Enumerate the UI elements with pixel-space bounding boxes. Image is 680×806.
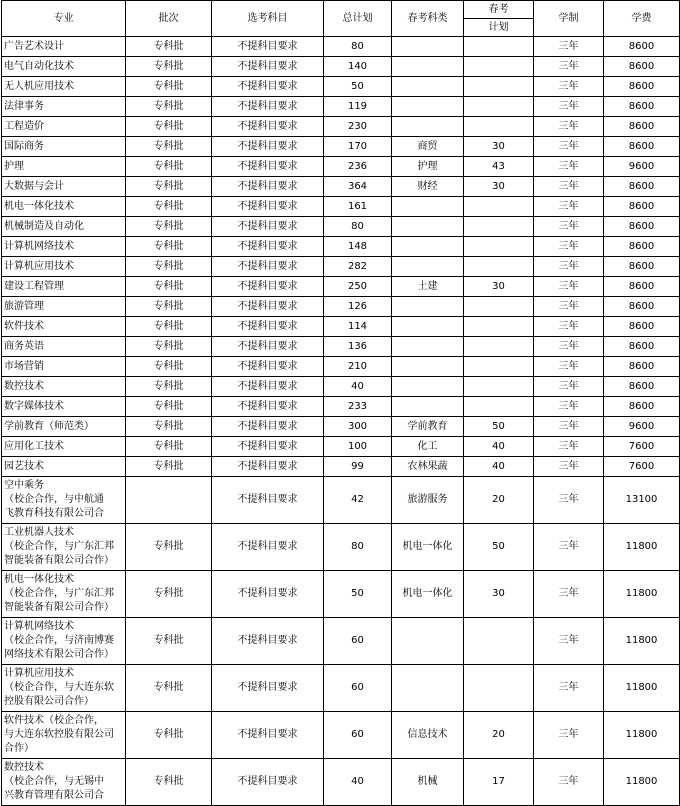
cell-total: 60 <box>324 665 392 712</box>
cell-major <box>2 477 126 524</box>
cell-tuition: 11800 <box>604 571 680 618</box>
cell-subjects: 不提科目要求 <box>212 217 324 237</box>
cell-tuition: 8600 <box>604 77 680 97</box>
cell-spring-subject: 商贸 <box>392 137 464 157</box>
cell-total: 40 <box>324 377 392 397</box>
cell-tuition: 8600 <box>604 257 680 277</box>
cell-spring-subject: 学前教育 <box>392 417 464 437</box>
cell-subjects: 不提科目要求 <box>212 524 324 571</box>
table-row <box>2 57 680 77</box>
cell-major-line: 飞教育科技有限公司合 <box>4 508 104 519</box>
header-spring-group: 春考 <box>464 1 534 19</box>
table-row-coop <box>2 477 680 524</box>
cell-major: 市场营销 <box>2 357 126 377</box>
table-row <box>2 437 680 457</box>
cell-spring-subject <box>392 297 464 317</box>
cell-spring-plan: 50 <box>464 524 534 571</box>
cell-duration: 三年 <box>534 437 604 457</box>
cell-duration: 三年 <box>534 417 604 437</box>
cell-spring-plan: 43 <box>464 157 534 177</box>
cell-major: 机电一体化技术 <box>2 197 126 217</box>
cell-duration: 三年 <box>534 77 604 97</box>
cell-spring-plan <box>464 237 534 257</box>
cell-batch: 专科批 <box>126 457 212 477</box>
cell-duration: 三年 <box>534 571 604 618</box>
cell-duration: 三年 <box>534 337 604 357</box>
cell-major-line: 网络技术有限公司合作） <box>4 649 114 660</box>
cell-major <box>2 524 126 571</box>
cell-total: 300 <box>324 417 392 437</box>
cell-duration: 三年 <box>534 317 604 337</box>
cell-tuition: 8600 <box>604 237 680 257</box>
cell-duration: 三年 <box>534 618 604 665</box>
cell-duration: 三年 <box>534 457 604 477</box>
cell-duration: 三年 <box>534 712 604 759</box>
header-row <box>2 1 680 19</box>
cell-batch: 专科批 <box>126 417 212 437</box>
cell-spring-plan: 30 <box>464 277 534 297</box>
cell-subjects: 不提科目要求 <box>212 77 324 97</box>
cell-tuition: 11800 <box>604 665 680 712</box>
header-spring-plan: 计划 <box>464 19 534 37</box>
cell-subjects: 不提科目要求 <box>212 477 324 524</box>
header-tuition: 学费 <box>604 1 680 37</box>
cell-total: 136 <box>324 337 392 357</box>
table-row <box>2 317 680 337</box>
cell-duration: 三年 <box>534 377 604 397</box>
cell-total: 236 <box>324 157 392 177</box>
cell-spring-subject: 农林果蔬 <box>392 457 464 477</box>
cell-subjects: 不提科目要求 <box>212 357 324 377</box>
cell-total: 282 <box>324 257 392 277</box>
cell-total: 80 <box>324 217 392 237</box>
cell-subjects: 不提科目要求 <box>212 618 324 665</box>
cell-batch: 专科批 <box>126 437 212 457</box>
cell-spring-plan: 40 <box>464 437 534 457</box>
header-total-plan: 总计划 <box>324 1 392 37</box>
cell-duration: 三年 <box>534 137 604 157</box>
cell-tuition: 8600 <box>604 297 680 317</box>
cell-spring-subject <box>392 97 464 117</box>
cell-major: 护理 <box>2 157 126 177</box>
cell-duration: 三年 <box>534 157 604 177</box>
cell-spring-subject <box>392 337 464 357</box>
cell-duration: 三年 <box>534 477 604 524</box>
table-row <box>2 157 680 177</box>
cell-duration: 三年 <box>534 237 604 257</box>
cell-major-line: 计算机网络技术 <box>4 621 74 632</box>
cell-spring-plan: 20 <box>464 477 534 524</box>
header-subjects: 选考科目 <box>212 1 324 37</box>
table-row-coop <box>2 759 680 806</box>
cell-subjects: 不提科目要求 <box>212 37 324 57</box>
cell-major: 广告艺术设计 <box>2 37 126 57</box>
cell-duration: 三年 <box>534 524 604 571</box>
cell-batch: 专科批 <box>126 297 212 317</box>
cell-batch: 专科批 <box>126 377 212 397</box>
table-row-coop <box>2 665 680 712</box>
cell-spring-subject <box>392 257 464 277</box>
cell-duration: 三年 <box>534 257 604 277</box>
cell-total: 42 <box>324 477 392 524</box>
cell-major: 旅游管理 <box>2 297 126 317</box>
cell-total: 126 <box>324 297 392 317</box>
cell-major-line: 软件技术（校企合作， <box>4 715 104 726</box>
cell-spring-subject <box>392 237 464 257</box>
table-row <box>2 377 680 397</box>
cell-spring-plan <box>464 77 534 97</box>
cell-batch: 专科批 <box>126 337 212 357</box>
cell-tuition: 8600 <box>604 97 680 117</box>
cell-tuition: 11800 <box>604 618 680 665</box>
table-row <box>2 177 680 197</box>
cell-spring-subject <box>392 197 464 217</box>
cell-subjects: 不提科目要求 <box>212 157 324 177</box>
table-row <box>2 97 680 117</box>
cell-spring-subject: 化工 <box>392 437 464 457</box>
cell-tuition: 7600 <box>604 437 680 457</box>
cell-major-line: （校企合作，与无锡中 <box>4 776 104 787</box>
table-row <box>2 417 680 437</box>
cell-major: 软件技术 <box>2 317 126 337</box>
cell-major-line: 计算机应用技术 <box>4 668 74 679</box>
table-row <box>2 77 680 97</box>
cell-subjects: 不提科目要求 <box>212 257 324 277</box>
cell-spring-plan <box>464 618 534 665</box>
cell-major: 机械制造及自动化 <box>2 217 126 237</box>
cell-tuition: 8600 <box>604 197 680 217</box>
cell-major-line: 智能装备有限公司合作） <box>4 555 114 566</box>
table-row-coop <box>2 524 680 571</box>
table-row-coop <box>2 618 680 665</box>
cell-subjects: 不提科目要求 <box>212 297 324 317</box>
cell-spring-plan <box>464 397 534 417</box>
cell-spring-plan: 30 <box>464 571 534 618</box>
cell-subjects: 不提科目要求 <box>212 237 324 257</box>
cell-major-line: 合作） <box>4 743 34 754</box>
cell-major: 电气自动化技术 <box>2 57 126 77</box>
table-row <box>2 297 680 317</box>
cell-total: 40 <box>324 759 392 806</box>
table-row <box>2 257 680 277</box>
cell-subjects: 不提科目要求 <box>212 437 324 457</box>
cell-batch: 专科批 <box>126 277 212 297</box>
cell-spring-subject: 机电一体化 <box>392 571 464 618</box>
cell-spring-subject <box>392 665 464 712</box>
cell-spring-subject: 机械 <box>392 759 464 806</box>
cell-tuition: 8600 <box>604 57 680 77</box>
cell-batch: 专科批 <box>126 237 212 257</box>
cell-duration: 三年 <box>534 37 604 57</box>
cell-batch: 专科批 <box>126 357 212 377</box>
cell-major: 大数据与会计 <box>2 177 126 197</box>
cell-tuition: 11800 <box>604 712 680 759</box>
cell-spring-plan <box>464 377 534 397</box>
cell-major: 应用化工技术 <box>2 437 126 457</box>
cell-batch: 专科批 <box>126 712 212 759</box>
cell-major-line: 兴教育管理有限公司合 <box>4 790 104 801</box>
cell-spring-subject <box>392 217 464 237</box>
cell-total: 148 <box>324 237 392 257</box>
cell-spring-plan: 30 <box>464 137 534 157</box>
cell-batch: 专科批 <box>126 524 212 571</box>
cell-duration: 三年 <box>534 665 604 712</box>
cell-spring-subject <box>392 37 464 57</box>
cell-total: 100 <box>324 437 392 457</box>
cell-total: 50 <box>324 77 392 97</box>
cell-subjects: 不提科目要求 <box>212 137 324 157</box>
cell-spring-plan <box>464 665 534 712</box>
cell-duration: 三年 <box>534 759 604 806</box>
cell-spring-plan: 17 <box>464 759 534 806</box>
cell-batch: 专科批 <box>126 97 212 117</box>
cell-tuition: 8600 <box>604 137 680 157</box>
table-row <box>2 457 680 477</box>
cell-total: 80 <box>324 37 392 57</box>
cell-total: 60 <box>324 712 392 759</box>
cell-tuition: 11800 <box>604 524 680 571</box>
cell-batch: 专科批 <box>126 197 212 217</box>
cell-total: 99 <box>324 457 392 477</box>
cell-major <box>2 571 126 618</box>
cell-spring-plan <box>464 117 534 137</box>
cell-duration: 三年 <box>534 57 604 77</box>
cell-major-line: （校企合作，与广东汇邦 <box>4 588 114 599</box>
cell-duration: 三年 <box>534 297 604 317</box>
cell-subjects: 不提科目要求 <box>212 277 324 297</box>
header-spring-subject: 春考科类 <box>392 1 464 37</box>
cell-major-line: 空中乘务 <box>4 480 44 491</box>
cell-subjects: 不提科目要求 <box>212 665 324 712</box>
cell-major: 计算机应用技术 <box>2 257 126 277</box>
cell-total: 60 <box>324 618 392 665</box>
cell-batch: 专科批 <box>126 77 212 97</box>
cell-tuition: 8600 <box>604 117 680 137</box>
header-batch: 批次 <box>126 1 212 37</box>
cell-major-line: （校企合作，与大连东软 <box>4 682 114 693</box>
cell-spring-plan <box>464 57 534 77</box>
cell-major-line: 与大连东软控股有限公司 <box>4 729 114 740</box>
cell-total: 80 <box>324 524 392 571</box>
cell-subjects: 不提科目要求 <box>212 712 324 759</box>
cell-spring-plan: 30 <box>464 177 534 197</box>
cell-major: 计算机网络技术 <box>2 237 126 257</box>
cell-subjects: 不提科目要求 <box>212 457 324 477</box>
table-row <box>2 37 680 57</box>
cell-subjects: 不提科目要求 <box>212 377 324 397</box>
cell-spring-plan: 40 <box>464 457 534 477</box>
cell-tuition: 9600 <box>604 157 680 177</box>
cell-major-line: （校企合作，与广东汇邦 <box>4 541 114 552</box>
cell-spring-subject: 财经 <box>392 177 464 197</box>
cell-tuition: 8600 <box>604 317 680 337</box>
cell-major-line: 机电一体化技术 <box>4 574 74 585</box>
cell-major: 学前教育（师范类） <box>2 417 126 437</box>
cell-major-line: （校企合作，与中航通 <box>4 494 104 505</box>
cell-batch: 专科批 <box>126 618 212 665</box>
cell-batch: 专科批 <box>126 217 212 237</box>
cell-spring-subject <box>392 117 464 137</box>
cell-major <box>2 618 126 665</box>
cell-major <box>2 759 126 806</box>
header-duration: 学制 <box>534 1 604 37</box>
cell-total: 233 <box>324 397 392 417</box>
cell-batch: 专科批 <box>126 177 212 197</box>
cell-spring-subject <box>392 317 464 337</box>
cell-tuition: 8600 <box>604 377 680 397</box>
cell-subjects: 不提科目要求 <box>212 759 324 806</box>
table-row <box>2 197 680 217</box>
cell-major: 商务英语 <box>2 337 126 357</box>
cell-total: 250 <box>324 277 392 297</box>
cell-batch: 专科批 <box>126 117 212 137</box>
cell-duration: 三年 <box>534 277 604 297</box>
cell-major: 园艺技术 <box>2 457 126 477</box>
cell-subjects: 不提科目要求 <box>212 177 324 197</box>
cell-subjects: 不提科目要求 <box>212 337 324 357</box>
cell-tuition: 8600 <box>604 357 680 377</box>
cell-spring-plan <box>464 337 534 357</box>
cell-tuition: 8600 <box>604 397 680 417</box>
cell-total: 210 <box>324 357 392 377</box>
cell-spring-subject <box>392 397 464 417</box>
cell-major <box>2 665 126 712</box>
cell-tuition: 8600 <box>604 217 680 237</box>
cell-tuition: 8600 <box>604 37 680 57</box>
cell-spring-subject: 土建 <box>392 277 464 297</box>
header-major: 专业 <box>2 1 126 37</box>
cell-duration: 三年 <box>534 217 604 237</box>
cell-subjects: 不提科目要求 <box>212 397 324 417</box>
cell-spring-plan: 20 <box>464 712 534 759</box>
table-body <box>2 37 680 806</box>
cell-batch: 专科批 <box>126 665 212 712</box>
cell-tuition: 8600 <box>604 277 680 297</box>
cell-batch: 专科批 <box>126 57 212 77</box>
cell-tuition: 8600 <box>604 177 680 197</box>
cell-spring-subject <box>392 377 464 397</box>
table-row-coop <box>2 712 680 759</box>
cell-spring-plan <box>464 317 534 337</box>
cell-spring-subject: 护理 <box>392 157 464 177</box>
cell-total: 50 <box>324 571 392 618</box>
cell-tuition: 11800 <box>604 759 680 806</box>
cell-subjects: 不提科目要求 <box>212 571 324 618</box>
cell-subjects: 不提科目要求 <box>212 197 324 217</box>
cell-batch: 专科批 <box>126 257 212 277</box>
table-row <box>2 277 680 297</box>
cell-spring-subject <box>392 357 464 377</box>
cell-total: 170 <box>324 137 392 157</box>
cell-batch: 专科批 <box>126 137 212 157</box>
cell-duration: 三年 <box>534 197 604 217</box>
cell-spring-subject: 机电一体化 <box>392 524 464 571</box>
cell-tuition: 13100 <box>604 477 680 524</box>
cell-total: 364 <box>324 177 392 197</box>
cell-spring-plan <box>464 217 534 237</box>
cell-tuition: 8600 <box>604 337 680 357</box>
table-row <box>2 397 680 417</box>
cell-total: 140 <box>324 57 392 77</box>
cell-spring-subject <box>392 618 464 665</box>
cell-tuition: 7600 <box>604 457 680 477</box>
cell-batch: 专科批 <box>126 317 212 337</box>
cell-major: 数字媒体技术 <box>2 397 126 417</box>
cell-total: 230 <box>324 117 392 137</box>
cell-major-line: 控股有限公司合作） <box>4 696 94 707</box>
cell-duration: 三年 <box>534 97 604 117</box>
cell-duration: 三年 <box>534 357 604 377</box>
cell-batch: 专科批 <box>126 759 212 806</box>
table-row-coop <box>2 571 680 618</box>
cell-spring-plan <box>464 357 534 377</box>
cell-major-line: 工业机器人技术 <box>4 527 74 538</box>
cell-subjects: 不提科目要求 <box>212 317 324 337</box>
cell-major-line: 数控技术 <box>4 762 44 773</box>
cell-major: 国际商务 <box>2 137 126 157</box>
cell-total: 161 <box>324 197 392 217</box>
cell-total: 119 <box>324 97 392 117</box>
cell-spring-subject <box>392 77 464 97</box>
enrollment-plan-table <box>1 0 680 806</box>
cell-duration: 三年 <box>534 397 604 417</box>
cell-major: 数控技术 <box>2 377 126 397</box>
cell-total: 114 <box>324 317 392 337</box>
table-row <box>2 137 680 157</box>
cell-spring-subject: 旅游服务 <box>392 477 464 524</box>
cell-major <box>2 712 126 759</box>
cell-major-line: （校企合作，与济南博赛 <box>4 635 114 646</box>
cell-major: 无人机应用技术 <box>2 77 126 97</box>
cell-spring-plan: 50 <box>464 417 534 437</box>
cell-major-line: 智能装备有限公司合作） <box>4 602 114 613</box>
table-row <box>2 217 680 237</box>
cell-spring-subject <box>392 57 464 77</box>
cell-spring-plan <box>464 297 534 317</box>
cell-spring-plan <box>464 97 534 117</box>
cell-major: 工程造价 <box>2 117 126 137</box>
table-row <box>2 117 680 137</box>
cell-major: 建设工程管理 <box>2 277 126 297</box>
cell-subjects: 不提科目要求 <box>212 117 324 137</box>
cell-subjects: 不提科目要求 <box>212 57 324 77</box>
cell-batch: 专科批 <box>126 157 212 177</box>
cell-tuition: 9600 <box>604 417 680 437</box>
cell-subjects: 不提科目要求 <box>212 97 324 117</box>
cell-spring-plan <box>464 197 534 217</box>
table-row <box>2 337 680 357</box>
cell-batch: 专科批 <box>126 571 212 618</box>
cell-spring-plan <box>464 257 534 277</box>
table-row <box>2 237 680 257</box>
cell-batch: 专科批 <box>126 397 212 417</box>
cell-major: 法律事务 <box>2 97 126 117</box>
cell-duration: 三年 <box>534 177 604 197</box>
cell-duration: 三年 <box>534 117 604 137</box>
cell-batch <box>126 477 212 524</box>
table-row <box>2 357 680 377</box>
cell-batch: 专科批 <box>126 37 212 57</box>
cell-spring-plan <box>464 37 534 57</box>
cell-spring-subject: 信息技术 <box>392 712 464 759</box>
cell-subjects: 不提科目要求 <box>212 417 324 437</box>
